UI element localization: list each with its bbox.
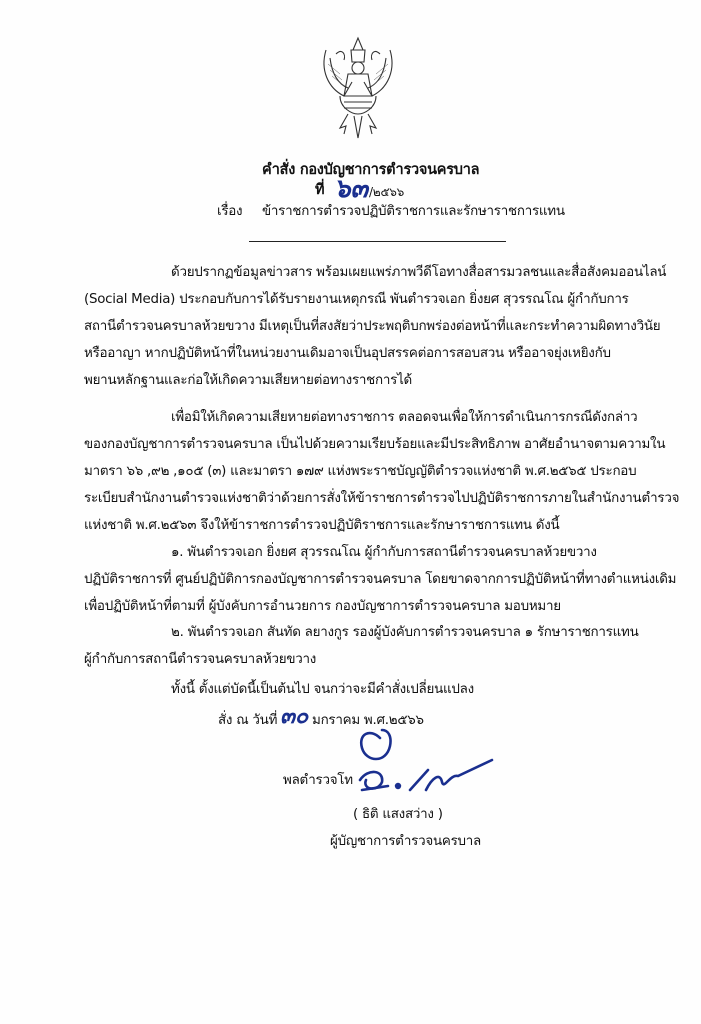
- paragraph1-line: สถานีตำรวจนครบาลห้วยขวาง มีเหตุเป็นที่สงสัยว่าประพฤติบกพร่องต่อหน้าที่และกระทำความผิดทางวินัย: [84, 319, 661, 334]
- item1-line: เพื่อปฏิบัติหน้าที่ตามที่ ผู้บังคับการอำนวยการ กองบัญชาการตำรวจนครบาล มอบหมาย: [84, 599, 561, 614]
- item1-line: ๑. พันตำรวจเอก ยิ่งยศ สุวรรณโณ ผู้กำกับการสถานีตำรวจนครบาลห้วยขวาง: [171, 545, 597, 560]
- paragraph2-line: ระเบียบสำนักงานตำรวจแห่งชาติว่าด้วยการสั่งให้ข้าราชการตำรวจไปปฏิบัติราชการภายในสำนักงานตำรวจ: [84, 491, 680, 506]
- effective-clause: ทั้งนี้ ตั้งแต่บัดนี้เป็นต้นไป จนกว่าจะมีคำสั่งเปลี่ยนแปลง: [171, 682, 474, 697]
- item2-line: ผู้กำกับการสถานีตำรวจนครบาลห้วยขวาง: [84, 652, 317, 667]
- paragraph2-line: ของกองบัญชาการตำรวจนครบาล เป็นไปด้วยความเรียบร้อยและมีประสิทธิภาพ อาศัยอำนาจตามความใน: [84, 437, 666, 452]
- signer-position: ผู้บัญชาการตำรวจนครบาล: [330, 834, 481, 849]
- signature-icon: [340, 724, 500, 804]
- subject-text: ข้าราชการตำรวจปฏิบัติราชการและรักษาราชการแทน: [262, 204, 565, 219]
- paragraph1-line: ด้วยปรากฏข้อมูลข่าวสาร พร้อมเผยแพร่ภาพวีดีโอทางสื่อสารมวลชนและสื่อสังคมออนไลน์: [171, 265, 667, 280]
- header-divider: [249, 241, 506, 242]
- paragraph2-line: มาตรา ๖๖ ,๙๒ ,๑๐๕ (๓) และมาตรา ๑๗๙ แห่งพระราชบัญญัติตำรวจแห่งชาติ พ.ศ.๒๕๖๕ ประกอบ: [84, 464, 637, 479]
- order-title: คำสั่ง กองบัญชาการตำรวจนครบาล: [262, 162, 480, 178]
- paragraph1-line: พยานหลักฐานและก่อให้เกิดความเสียหายต่อทางราชการได้: [84, 373, 413, 388]
- garuda-emblem-icon: [318, 30, 398, 142]
- paragraph2-line: แห่งชาติ พ.ศ.๒๕๖๓ จึงให้ข้าราชการตำรวจปฏิบัติราชการและรักษาราชการแทน ดังนี้: [84, 518, 560, 533]
- paragraph2-line: เพื่อมิให้เกิดความเสียหายต่อทางราชการ ตลอดจนเพื่อให้การดำเนินการกรณีดังกล่าว: [171, 410, 638, 425]
- signer-name: ( ธิติ แสงสว่าง ): [353, 807, 443, 822]
- order-number-prefix: ที่: [315, 182, 325, 198]
- order-day-handwritten: ๓๐: [280, 704, 308, 729]
- order-month-year: มกราคม พ.ศ.๒๕๖๖: [312, 713, 424, 728]
- subject-label: เรื่อง: [217, 204, 243, 219]
- signer-rank: พลตำรวจโท: [283, 773, 353, 788]
- paragraph1-line: (Social Media) ประกอบกับการได้รับรายงานเหตุกรณี พันตำรวจเอก ยิ่งยศ สุวรรณโณ ผู้กำกับการ: [84, 292, 629, 307]
- order-number-year: /๒๕๖๖: [369, 185, 405, 199]
- order-date-prefix: สั่ง ณ วันที่: [218, 713, 278, 728]
- item1-line: ปฏิบัติราชการที่ ศูนย์ปฏิบัติการกองบัญชาการตำรวจนครบาล โดยขาดจากการปฏิบัติหน้าที่ทางตำแหน่งเดิม: [84, 572, 677, 587]
- item2-line: ๒. พันตำรวจเอก สันทัด ลยางกูร รองผู้บังคับการตำรวจนครบาล ๑ รักษาราชการแทน: [171, 625, 639, 640]
- paragraph1-line: หรืออาญา หากปฏิบัติหน้าที่ในหน่วยงานเดิมอาจเป็นอุปสรรคต่อการสอบสวน หรืออาจยุ่งเหยิงกับ: [84, 346, 611, 361]
- order-number-handwritten: ๖๓: [334, 174, 368, 204]
